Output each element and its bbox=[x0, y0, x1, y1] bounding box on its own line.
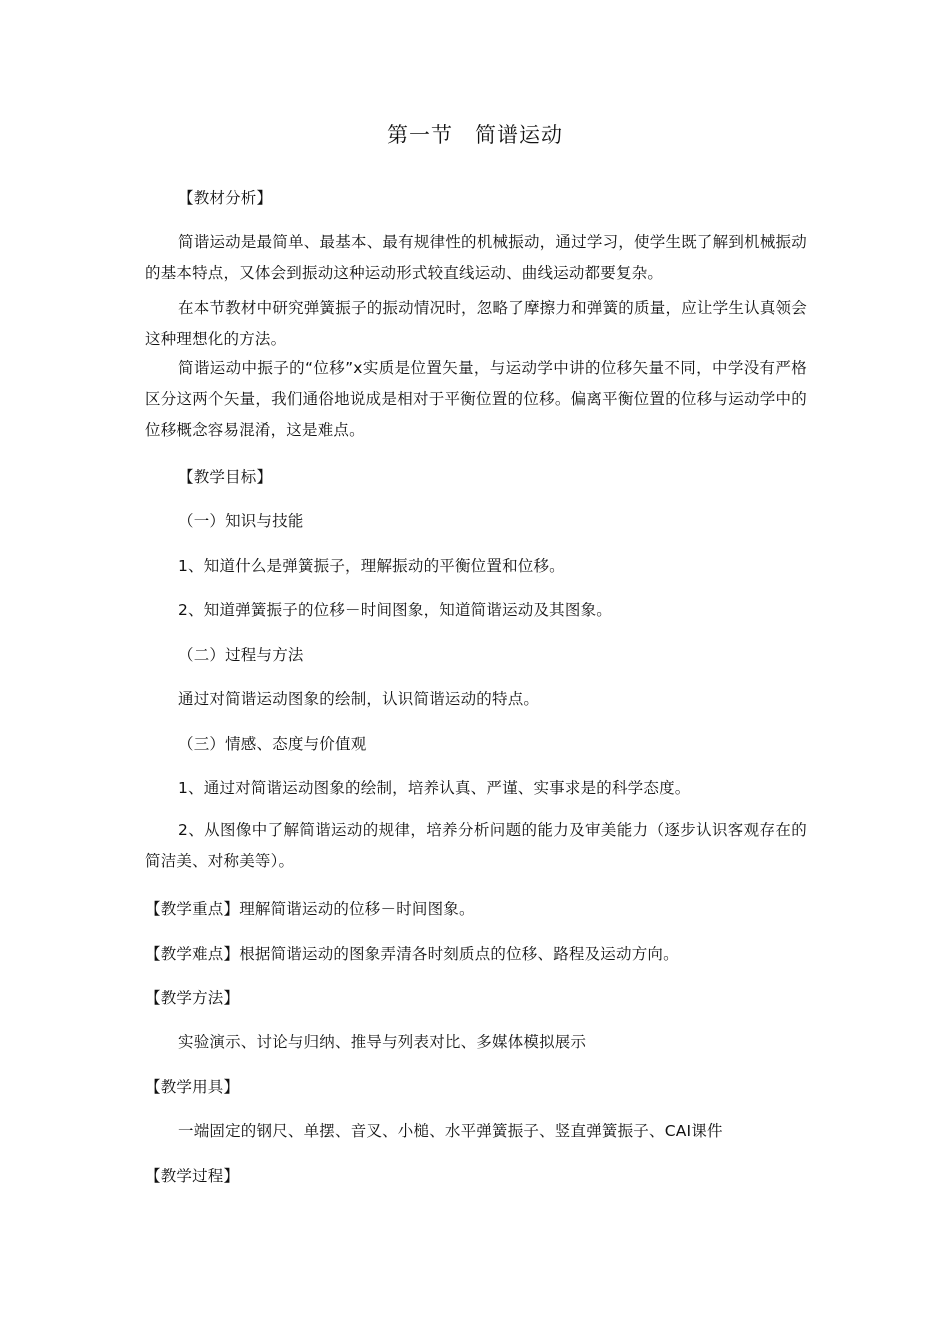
tools-text: 一端固定的钢尺、单摆、音叉、小槌、水平弹簧振子、竖直弹簧振子、CAI课件 bbox=[178, 1122, 723, 1140]
key-point-heading: 【教学重点】 bbox=[145, 900, 240, 918]
knowledge-item-1: 1、知道什么是弹簧振子，理解振动的平衡位置和位移。 bbox=[178, 557, 565, 575]
process-methods-heading: （二）过程与方法 bbox=[178, 646, 304, 664]
emotion-item-1: 1、通过对简谐运动图象的绘制，培养认真、严谨、实事求是的科学态度。 bbox=[178, 779, 691, 797]
objectives-heading: 【教学目标】 bbox=[178, 468, 273, 486]
teaching-process-heading: 【教学过程】 bbox=[145, 1167, 240, 1185]
material-analysis-heading: 【教材分析】 bbox=[178, 189, 273, 207]
difficulty-text: 根据简谐运动的图象弄清各时刻质点的位移、路程及运动方向。 bbox=[239, 945, 679, 963]
difficulty-heading: 【教学难点】 bbox=[145, 945, 240, 963]
material-analysis-paragraph-1: 简谐运动是最简单、最基本、最有规律性的机械振动，通过学习，使学生既了解到机械振动的基本特点，又体会到振动这种运动形式较直线运动、曲线运动都要复杂。 bbox=[145, 233, 807, 282]
process-methods-text: 通过对简谐运动图象的绘制，认识简谐运动的特点。 bbox=[178, 690, 540, 708]
emotion-item-2: 2、从图像中了解简谐运动的规律，培养分析问题的能力及审美能力（逐步认识客观存在的简洁美、对称美等）。 bbox=[145, 821, 807, 870]
methods-text: 实验演示、讨论与归纳、推导与列表对比、多媒体模拟展示 bbox=[178, 1033, 587, 1051]
difficulty-row bbox=[145, 943, 679, 965]
key-point-row bbox=[145, 898, 475, 920]
knowledge-skills-heading: （一）知识与技能 bbox=[178, 512, 304, 530]
tools-heading: 【教学用具】 bbox=[145, 1078, 240, 1096]
emotion-values-heading: （三）情感、态度与价值观 bbox=[178, 735, 367, 753]
material-analysis-paragraph-3: 简谐运动中振子的“位移”x实质是位置矢量，与运动学中讲的位移矢量不同，中学没有严格区分这两个矢量，我们通俗地说成是相对于平衡位置的位移。偏离平衡位置的位移与运动学中的位移概念容易混淆，这是难点。 bbox=[145, 359, 807, 439]
knowledge-item-2: 2、知道弹簧振子的位移－时间图象，知道简谐运动及其图象。 bbox=[178, 601, 612, 619]
document-title: 第一节 简谱运动 bbox=[387, 123, 563, 147]
material-analysis-paragraph-2: 在本节教材中研究弹簧振子的振动情况时，忽略了摩擦力和弹簧的质量，应让学生认真领会这种理想化的方法。 bbox=[145, 299, 807, 348]
methods-heading: 【教学方法】 bbox=[145, 989, 240, 1007]
key-point-text: 理解简谐运动的位移－时间图象。 bbox=[239, 900, 475, 918]
